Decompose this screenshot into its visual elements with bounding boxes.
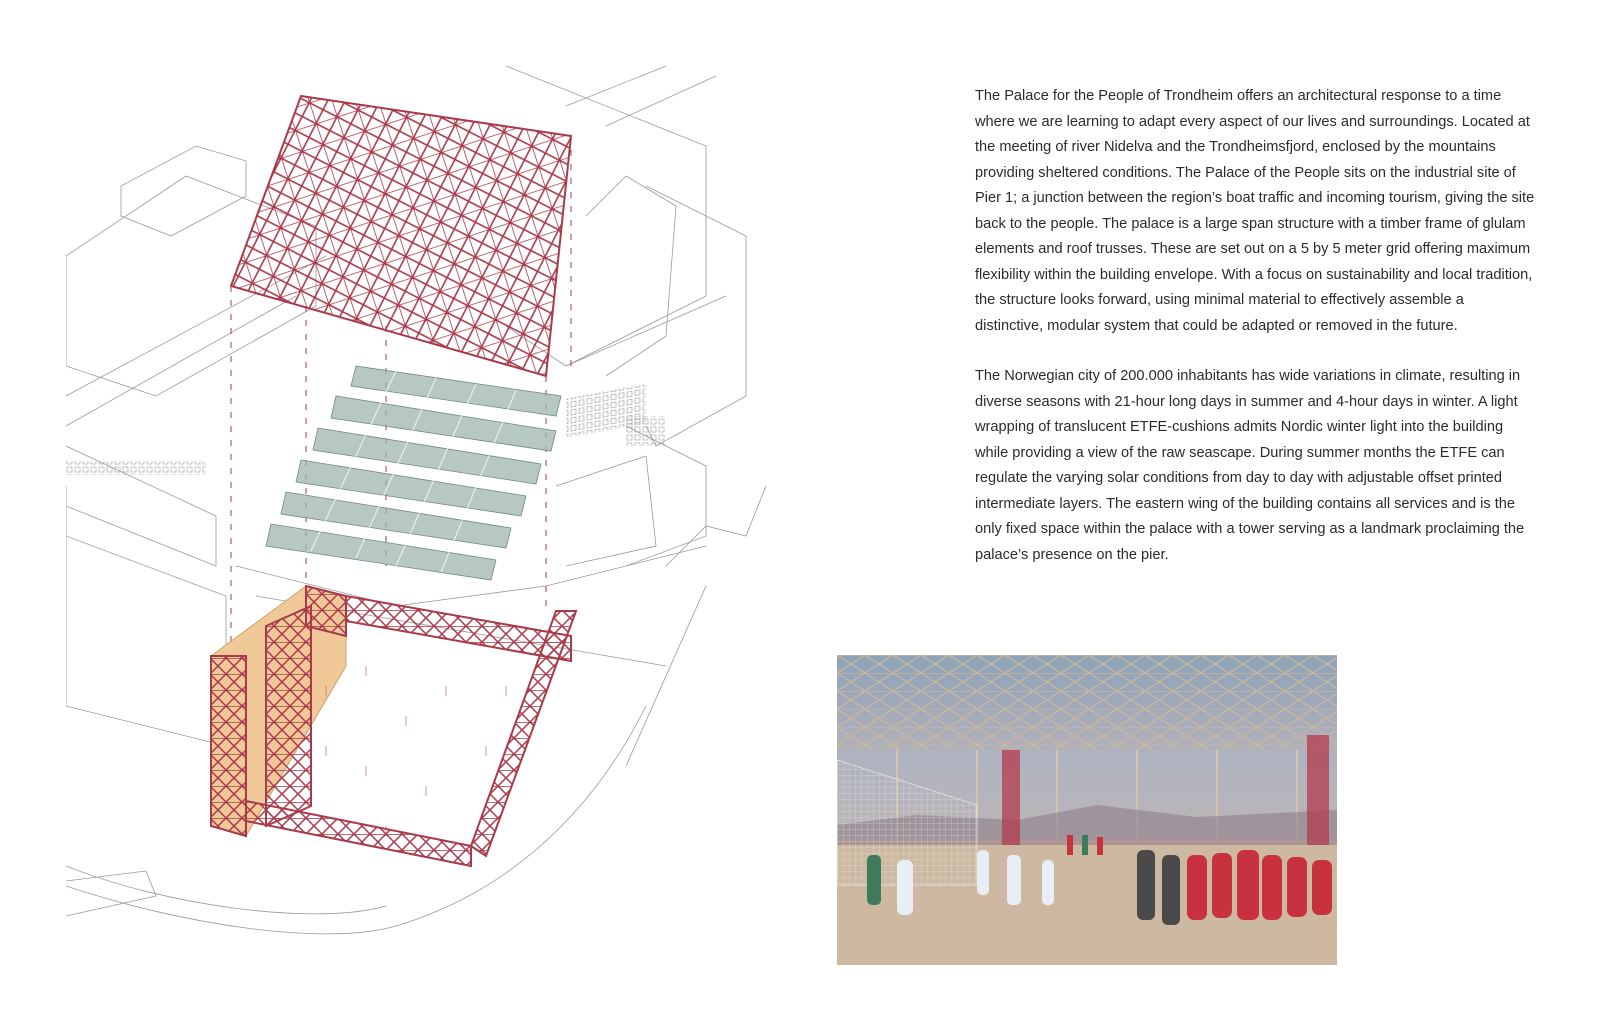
- description-text: [975, 84, 1535, 593]
- roof-truss-grid: [231, 96, 571, 376]
- paragraph-climate: The Norwegian city of 200.000 inhabitants has wide variations in climate, resulting in diverse seasons with 21-hour long days in summer and 4-hour days in winter. A light wrapping of translucent ETFE-cushions admits Nordic winter light into the building while providing a view of the raw seascape. During summer months the ETFE can regulate the varying solar conditions from day to day with adjustable offset printed intermediate layers. The eastern wing of the building contains all services and is the only fixed space within the palace with a tower serving as a landmark proclaiming the palace’s presence on the pier.: [975, 368, 1525, 563]
- interior-render-svg: [837, 655, 1337, 965]
- render-red-curtain-left: [1002, 750, 1020, 860]
- exploded-axonometric-drawing: [66, 66, 766, 946]
- render-roof-structure: [837, 655, 1337, 750]
- interior-render-image: [837, 655, 1337, 965]
- timber-frame-trusses: [211, 586, 576, 866]
- floor-column-marks: [326, 666, 506, 836]
- context-building-windows-3: [626, 416, 666, 446]
- etfe-cushion-panels: [266, 366, 561, 580]
- paragraph-intro: The Palace for the People of Trondheim offers an architectural response to a time where we are learning to adapt every aspect of our lives and surroundings. Located at the meeting of river Nidelva and the Trondheimsfjord, enclosed by the mountains providing sheltered conditions. The Palace of the People sits on the industrial site of Pier 1; a junction between the region’s boat traffic and incoming tourism, giving the site back to the people. The palace is a large span structure with a timber frame of glulam elements and roof trusses. These are set out on a 5 by 5 meter grid offering maximum flexibility within the building envelope. With a focus on sustainability and local tradition, the structure looks forward, using minimal material to effectively assemble a distinctive, modular system that could be adapted or removed in the future.: [975, 88, 1535, 334]
- context-building-windows: [66, 461, 206, 475]
- axonometric-svg: [66, 66, 766, 946]
